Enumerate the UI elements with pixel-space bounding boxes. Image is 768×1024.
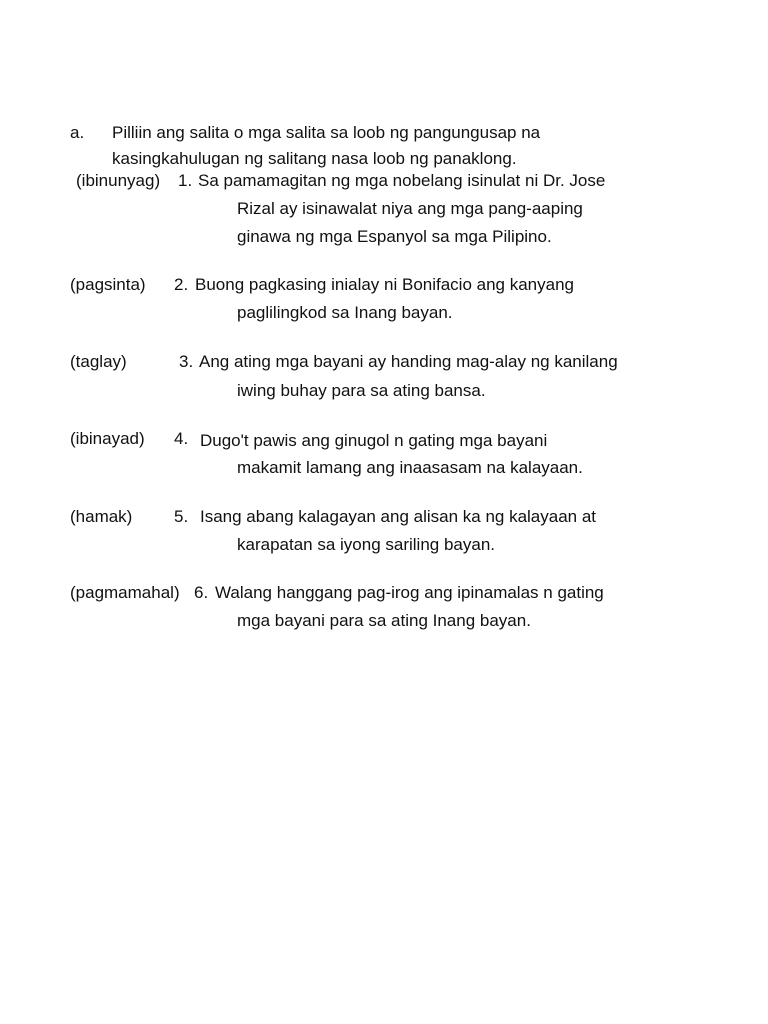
instruction-line-1: Pilliin ang salita o mga salita sa loob ng pangungusap na [112, 123, 541, 142]
item-6-line-2: mga bayani para sa ating Inang bayan. [237, 611, 531, 630]
instruction-line-2: kasingkahulugan ng salitang nasa loob ng panaklong. [112, 149, 517, 168]
item-5-line-1: Isang abang kalagayan ang alisan ka ng kalayaan at [200, 507, 597, 526]
item-2-line-1: Buong pagkasing inialay ni Bonifacio ang kanyang [195, 275, 574, 294]
item-6-word: (pagmamahal) [70, 583, 180, 602]
item-4-line-2: makamit lamang ang inaasasam na kalayaan. [237, 458, 583, 477]
item-4-word: (ibinayad) [70, 429, 145, 448]
item-1-line-3: ginawa ng mga Espanyol sa mga Pilipino. [237, 227, 552, 246]
item-1-word: (ibinunyag) [76, 171, 161, 190]
item-4-number: 4. [174, 429, 189, 448]
item-5-word: (hamak) [70, 507, 133, 526]
item-2-line-2: paglilingkod sa Inang bayan. [237, 303, 453, 322]
item-4-line-1: Dugo't pawis ang ginugol n gating mga bayani [200, 431, 548, 450]
item-3-number: 3. [179, 352, 194, 371]
item-6-number: 6. [194, 583, 209, 602]
item-3-word: (taglay) [70, 352, 127, 371]
item-2-number: 2. [174, 275, 189, 294]
item-5-number: 5. [174, 507, 189, 526]
item-2-word: (pagsinta) [70, 275, 146, 294]
item-3-line-1: Ang ating mga bayani ay handing mag-alay ng kanilang [199, 352, 618, 371]
item-5-line-2: karapatan sa iyong sariling bayan. [237, 535, 495, 554]
item-1-number: 1. [178, 171, 193, 190]
item-3-line-2: iwing buhay para sa ating bansa. [237, 381, 486, 400]
item-1-line-1: Sa pamamagitan ng mga nobelang isinulat ni Dr. Jose [198, 171, 606, 190]
item-6-line-1: Walang hanggang pag-irog ang ipinamalas n gating [215, 583, 604, 602]
instruction-letter: a. [70, 123, 85, 142]
item-1-line-2: Rizal ay isinawalat niya ang mga pang-aaping [237, 199, 583, 218]
